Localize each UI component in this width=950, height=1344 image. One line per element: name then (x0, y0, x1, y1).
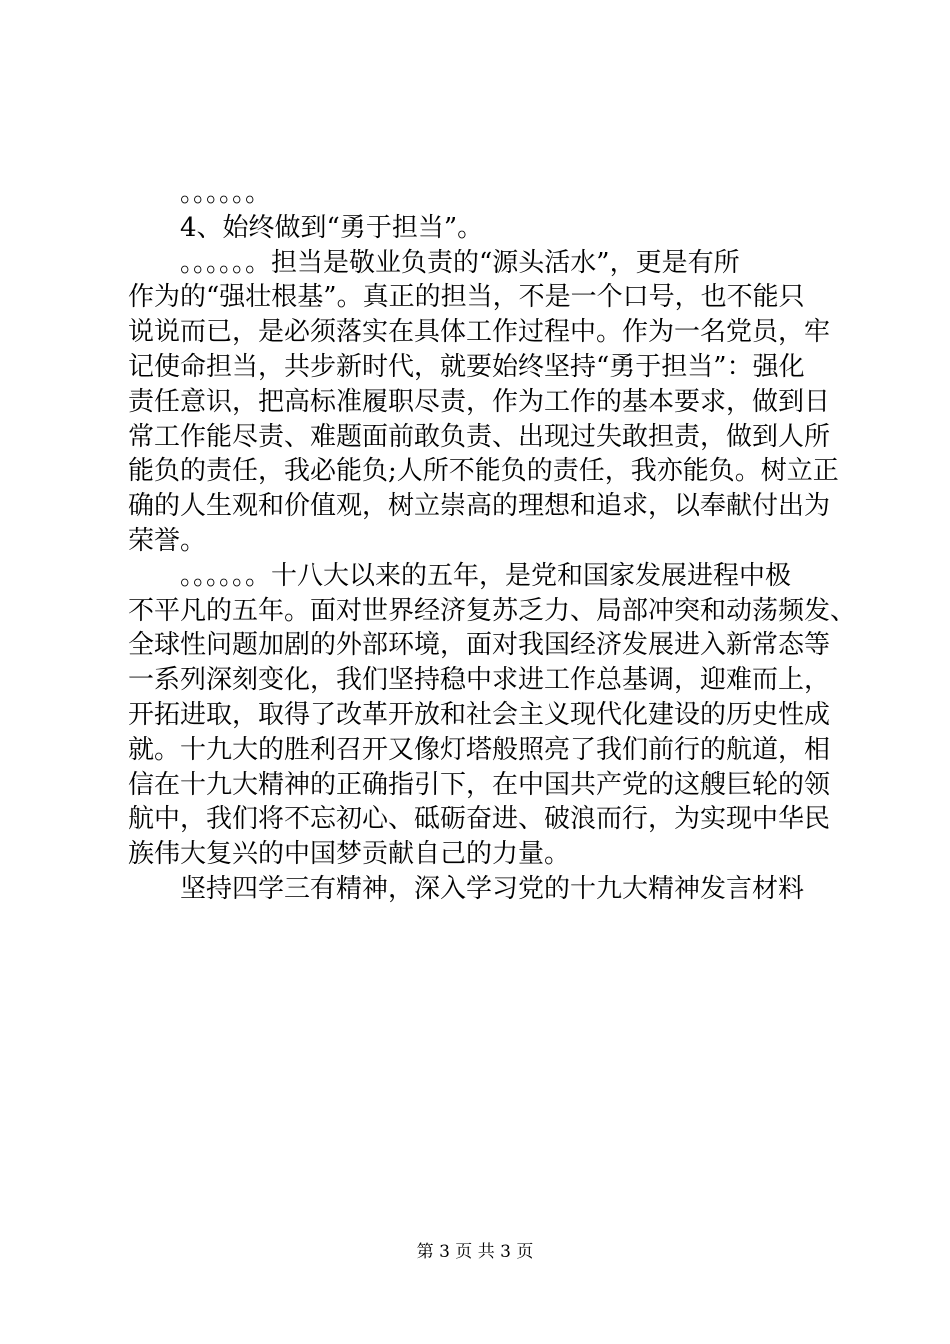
text-line: 航中，我们将不忘初心、砥砺奋进、破浪而行，为实现中华民 (128, 804, 831, 835)
text-line: 。。。。。。 (180, 178, 272, 208)
text-line: 族伟大复兴的中国梦贡献自己的力量。 (128, 839, 571, 870)
document-title-line: 坚持四学三有精神，深入学习党的十九大精神发言材料 (180, 873, 805, 904)
text-line: 开拓进取，取得了改革开放和社会主义现代化建设的历史性成 (128, 699, 831, 730)
text-line: 一系列深刻变化，我们坚持稳中求进工作总基调，迎难而上， (128, 665, 831, 696)
text-line: 荣誉。 (128, 525, 207, 556)
text-line: 记使命担当，共步新时代，就要始终坚持“勇于担当”：强化 (128, 351, 805, 382)
text-line: 信在十九大精神的正确指引下，在中国共产党的这艘巨轮的领 (128, 769, 831, 800)
text-line: 作为的“强壮根基”。真正的担当，不是一个口号，也不能只 (128, 282, 805, 313)
text-line: 能负的责任，我必能负;人所不能负的责任，我亦能负。树立正 (128, 456, 839, 487)
text-line: 。。。。。。担当是敬业负责的“源头活水”，更是有所 (180, 247, 740, 278)
text-line: 确的人生观和价值观，树立崇高的理想和追求，以奉献付出为 (128, 491, 831, 522)
text-line: 不平凡的五年。面对世界经济复苏乏力、局部冲突和动荡频发、 (128, 595, 857, 626)
document-body (128, 176, 857, 907)
text-line: 。。。。。。十八大以来的五年，是党和国家发展进程中极 (180, 560, 792, 591)
page-number-footer: 第 3 页 共 3 页 (416, 1242, 534, 1262)
section-heading: 4、始终做到“勇于担当”。 (180, 212, 484, 243)
text-line: 责任意识，把高标准履职尽责，作为工作的基本要求，做到日 (128, 386, 831, 417)
text-line: 就。十九大的胜利召开又像灯塔般照亮了我们前行的航道，相 (128, 734, 831, 765)
text-line: 全球性问题加剧的外部环境，面对我国经济发展进入新常态等 (128, 630, 831, 661)
text-line: 常工作能尽责、难题面前敢负责、出现过失敢担责，做到人所 (128, 421, 831, 452)
text-line: 说说而已，是必须落实在具体工作过程中。作为一名党员，牢 (128, 317, 831, 348)
